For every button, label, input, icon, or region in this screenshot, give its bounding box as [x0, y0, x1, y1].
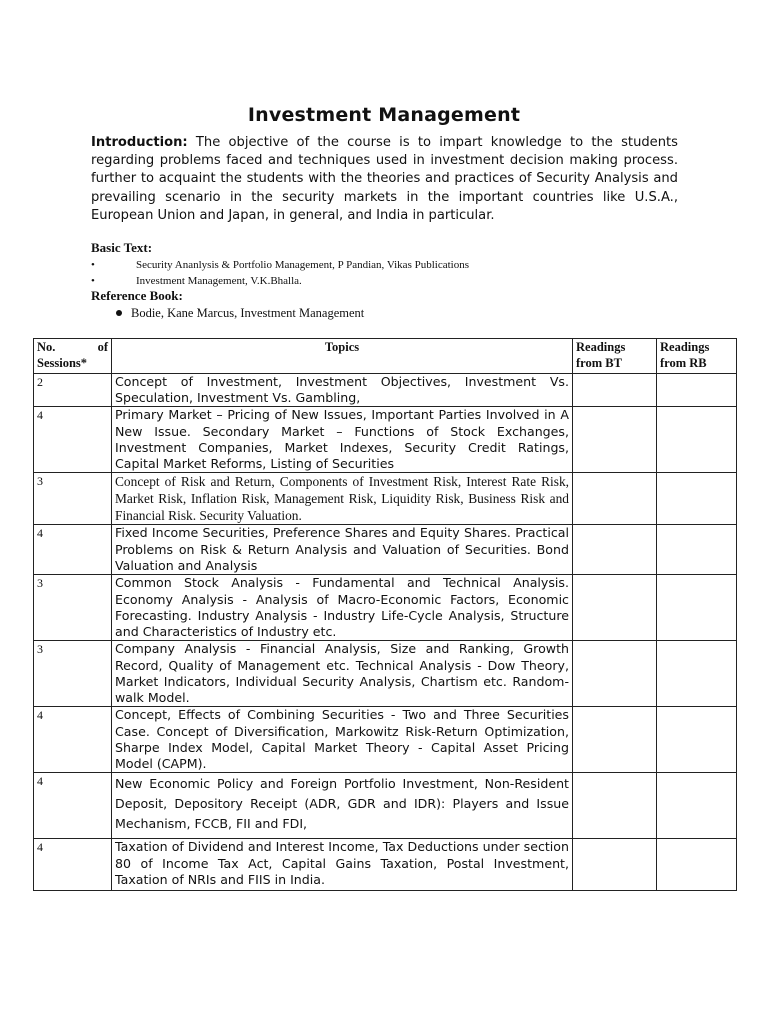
- topics-header: Topics: [112, 339, 573, 374]
- sessions-cell: 4: [34, 525, 112, 575]
- table-row: [34, 575, 737, 641]
- readings-bt-cell: [573, 473, 657, 525]
- basic-text-heading: Basic Text:: [91, 240, 153, 255]
- readings-rb-cell: [657, 374, 737, 407]
- readings-rb-cell: [657, 575, 737, 641]
- readings-rb-header: Readings from RB: [657, 339, 737, 374]
- readings-rb-cell: [657, 773, 737, 839]
- topic-cell: Concept of Risk and Return, Components of Investment Risk, Interest Rate Risk, Market Risk, Inflation Risk, Management Risk, Liquidity Risk, Business Risk and Financial Risk. Security Valuation.: [112, 473, 573, 525]
- sessions-cell: 4: [34, 707, 112, 773]
- table-row: [34, 473, 737, 525]
- reference-book-item: Bodie, Kane Marcus, Investment Management: [116, 306, 364, 321]
- sessions-cell: 4: [34, 839, 112, 891]
- readings-rb-cell: [657, 407, 737, 473]
- topic-cell: New Economic Policy and Foreign Portfolio Investment, Non-Resident Deposit, Depository Receipt (ADR, GDR and IDR): Players and Issue Mechanism, FCCB, FII and FDI,: [112, 773, 573, 839]
- sessions-cell: 3: [34, 575, 112, 641]
- readings-bt-cell: [573, 374, 657, 407]
- readings-rb-cell: [657, 839, 737, 891]
- bullet-icon: •: [91, 275, 95, 287]
- readings-bt-cell: [573, 773, 657, 839]
- table-row: [34, 773, 737, 839]
- topic-cell: Taxation of Dividend and Interest Income, Tax Deductions under section 80 of Income Tax Act, Capital Gains Taxation, Postal Investment, Taxation of NRIs and FIIS in India.: [112, 839, 573, 891]
- readings-bt-cell: [573, 707, 657, 773]
- readings-rb-cell: [657, 525, 737, 575]
- topic-cell: Fixed Income Securities, Preference Shares and Equity Shares. Practical Problems on Risk & Return Analysis and Valuation of Securities. Bond Valuation and Analysis: [112, 525, 573, 575]
- readings-rb-cell: [657, 707, 737, 773]
- readings-bt-cell: [573, 641, 657, 707]
- sessions-cell: 4: [34, 407, 112, 473]
- sessions-header: No. of Sessions*: [34, 339, 112, 374]
- readings-rb-cell: [657, 641, 737, 707]
- table-header-row: [34, 339, 737, 374]
- sessions-cell: 2: [34, 374, 112, 407]
- syllabus-table: [33, 338, 737, 891]
- table-row: [34, 641, 737, 707]
- introduction-text: The objective of the course is to impart knowledge to the students regarding problems faced and techniques used in investment decision making process. further to acquaint the students with the theories and practices of Security Analysis and prevailing scenario in the security markets in the important countries like U.S.A., European Union and Japan, in general, and India in particular.: [91, 135, 678, 223]
- introduction-label: Introduction:: [91, 135, 188, 150]
- readings-rb-cell: [657, 473, 737, 525]
- bullet-icon: •: [91, 259, 95, 271]
- topic-cell: Concept, Effects of Combining Securities - Two and Three Securities Case. Concept of Diversification, Markowitz Risk-Return Optimization, Sharpe Index Model, Capital Market Theory - Capital Asset Pricing Model (CAPM).: [112, 707, 573, 773]
- sessions-cell: 3: [34, 473, 112, 525]
- topic-cell: Concept of Investment, Investment Objectives, Investment Vs. Speculation, Investment Vs. Gambling,: [112, 374, 573, 407]
- sessions-cell: 4: [34, 773, 112, 839]
- table-row: [34, 374, 737, 407]
- topic-cell: Primary Market – Pricing of New Issues, Important Parties Involved in A New Issue. Secondary Market – Functions of Stock Exchanges, Investment Companies, Market Indexes, Security Credit Ratings, Capital Market Reforms, Listing of Securities: [112, 407, 573, 473]
- sessions-cell: 3: [34, 641, 112, 707]
- table-row: [34, 839, 737, 891]
- readings-bt-cell: [573, 407, 657, 473]
- readings-bt-cell: [573, 525, 657, 575]
- table-row: [34, 407, 737, 473]
- readings-bt-cell: [573, 839, 657, 891]
- bullet-icon: [116, 310, 122, 316]
- topic-cell: Company Analysis - Financial Analysis, Size and Ranking, Growth Record, Quality of Management etc. Technical Analysis - Dow Theory, Market Indicators, Individual Security Analysis, Chartism etc. Random-walk Model.: [112, 641, 573, 707]
- table-row: [34, 525, 737, 575]
- topic-cell: Common Stock Analysis - Fundamental and Technical Analysis. Economy Analysis - Analysis of Macro-Economic Factors, Economic Forecasting. Industry Analysis - Industry Life-Cycle Analysis, Structure and Characteristics of Industry etc.: [112, 575, 573, 641]
- table-row: [34, 707, 737, 773]
- introduction-paragraph: [91, 134, 678, 225]
- document-page: Investment Management Introduction: The objective of the course is to impart knowledge to the students regarding problems faced and techniques used in investment decision making process. further to acquaint the students with the theories and practices of Security Analysis and prevailing scenario in the security markets in the important countries like U.S.A., European Union and Japan, in general, and India in particular. Basic Text: • Security Ananlysis & Portfolio Management, P Pandian, Vikas Publications • Investment Management, V.K.Bhalla. Reference Book: Bodie, Kane Marcus, Investment Management No. of Sessions* Topics Readings from BT Readings from RB 2 Concept of Investment, Investment Objectives, Investment Vs. Speculation, Investment Vs. Gambling, 4 Primary Market – Pricing of New Issues, Important Parties Involved in A New Issue. Secondary Market – Functions of Stock Exchanges, Investment Companies, Market Indexes, Security Credit Ratings, Capital Market Reforms, Listing of Securities 3 Concept of Risk and Return, Components of Investment Risk, Interest Rate Risk, Market Risk, Inflation Risk, Management Risk, Liquidity Risk, Business Risk and Financial Risk. Security Valuation. 4 Fixed Income Securities, Preference Shares and Equity Shares. Practical Problems on Risk & Return Analysis and Valuation of Securities. Bond Valuation and Analysis 3 Common Stock Analysis - Fundamental and Technical Analysis. Economy Analysis - Analysis of Macro-Economic Factors, Economic Forecasting. Industry Analysis - Industry Life-Cycle Analysis, Structure and Characteristics of Industry etc. 3 Company Analysis - Financial Analysis, Size and Ranking, Growth Record, Quality of Management etc. Technical Analysis - Dow Theory, Market Indicators, Individual Security Analysis, Chartism etc. Random-walk Model. 4 Concept, Effects of Combining Securities - Two and Three Securities Case. Concept of Diversification, Markowitz Risk-Return Optimization, Sharpe Index Model, Capital Market Theory - Capital Asset Pricing Model (CAPM). 4 New Economic Policy and Foreign Portfolio Investment, Non-Resident Deposit, Depository Receipt (ADR, GDR and IDR): Players and Issue Mechanism, FCCB, FII and FDI, 4 Taxation of Dividend and Interest Income, Tax Deductions under section 80 of Income Tax Act, Capital Gains Taxation, Postal Investment, Taxation of NRIs and FIIS in India.: [0, 0, 768, 1024]
- reference-book-heading: Reference Book:: [91, 288, 183, 303]
- page-title: Investment Management: [247, 104, 521, 126]
- readings-bt-header: Readings from BT: [573, 339, 657, 374]
- readings-bt-cell: [573, 575, 657, 641]
